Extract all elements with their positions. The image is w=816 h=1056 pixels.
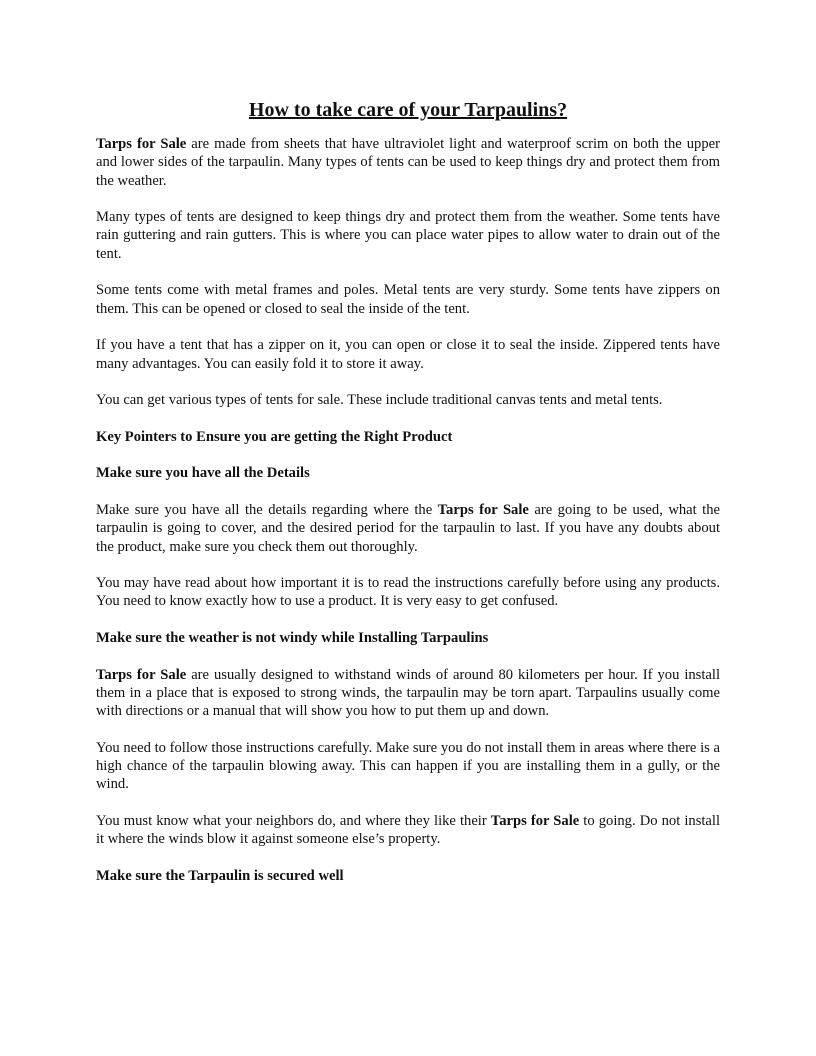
paragraph-zipper: If you have a tent that has a zipper on it, you can open or close it to seal the inside. Zippered tents have many advantages. You can easily fold it to store it away. xyxy=(96,337,720,372)
brand-bold: Tarps for Sale xyxy=(96,666,187,683)
paragraph-text: are made from sheets that have ultraviolet light and waterproof scrim on both the upper and lower sides of the tarpaulin. Many types of tents can be used to keep things dry and protect them from the weather. xyxy=(96,136,720,189)
paragraph-follow-instructions: You need to follow those instructions carefully. Make sure you do not install them in areas where there is a high chance of the tarpaulin blowing away. This can happen if you are installing them in a gully, or the wind. xyxy=(96,739,720,793)
heading-weather: Make sure the weather is not windy while Installing Tarpaulins xyxy=(96,630,489,647)
brand-bold: Tarps for Sale xyxy=(96,136,187,152)
paragraph-details xyxy=(96,501,720,556)
brand-bold: Tarps for Sale xyxy=(490,812,580,829)
paragraph-winds xyxy=(96,666,720,721)
paragraph-text: Make sure you have all the details regarding where the xyxy=(96,501,438,518)
paragraph-text: are going to be used, what the tarpaulin is going to cover, and the desired period for the tarpaulin to last. If you have any doubts about the product, make sure you check them out thoroughly. xyxy=(96,501,720,555)
paragraph-tents-for-sale: You can get various types of tents for sale. These include traditional canvas tents and metal tents. xyxy=(96,392,663,409)
brand-bold: Tarps for Sale xyxy=(437,501,529,518)
document-page xyxy=(96,98,720,903)
paragraph-neighbors xyxy=(96,812,720,849)
paragraph-text: to going. Do not install it where the winds blow it against someone else’s property. xyxy=(96,812,721,848)
heading-details: Make sure you have all the Details xyxy=(96,465,310,482)
paragraph-metal-frames: Some tents come with metal frames and poles. Metal tents are very sturdy. Some tents have zippers on them. This can be opened or closed to seal the inside of the tent. xyxy=(96,282,720,317)
paragraph-text: You must know what your neighbors do, and where they like their xyxy=(96,812,491,829)
paragraph-instructions: You may have read about how important it is to read the instructions carefully before using any products. You need to know exactly how to use a product. It is very easy to get confused. xyxy=(96,575,720,610)
paragraph-tents-dry: Many types of tents are designed to keep things dry and protect them from the weather. Some tents have rain guttering and rain gutters. This is where you can place water pipes to allow water to drain out of the tent. xyxy=(96,209,720,262)
page-title: How to take care of your Tarpaulins? xyxy=(248,99,568,121)
paragraph-text: are usually designed to withstand winds of around 80 kilometers per hour. If you install them in a place that is exposed to strong winds, the tarpaulin may be torn apart. Tarpaulins usually come with directions or a manual that will show you how to put them up and down. xyxy=(96,666,721,720)
heading-key-pointers: Key Pointers to Ensure you are getting the Right Product xyxy=(96,428,453,445)
paragraph-intro xyxy=(96,135,720,190)
heading-secured: Make sure the Tarpaulin is secured well xyxy=(96,867,344,884)
